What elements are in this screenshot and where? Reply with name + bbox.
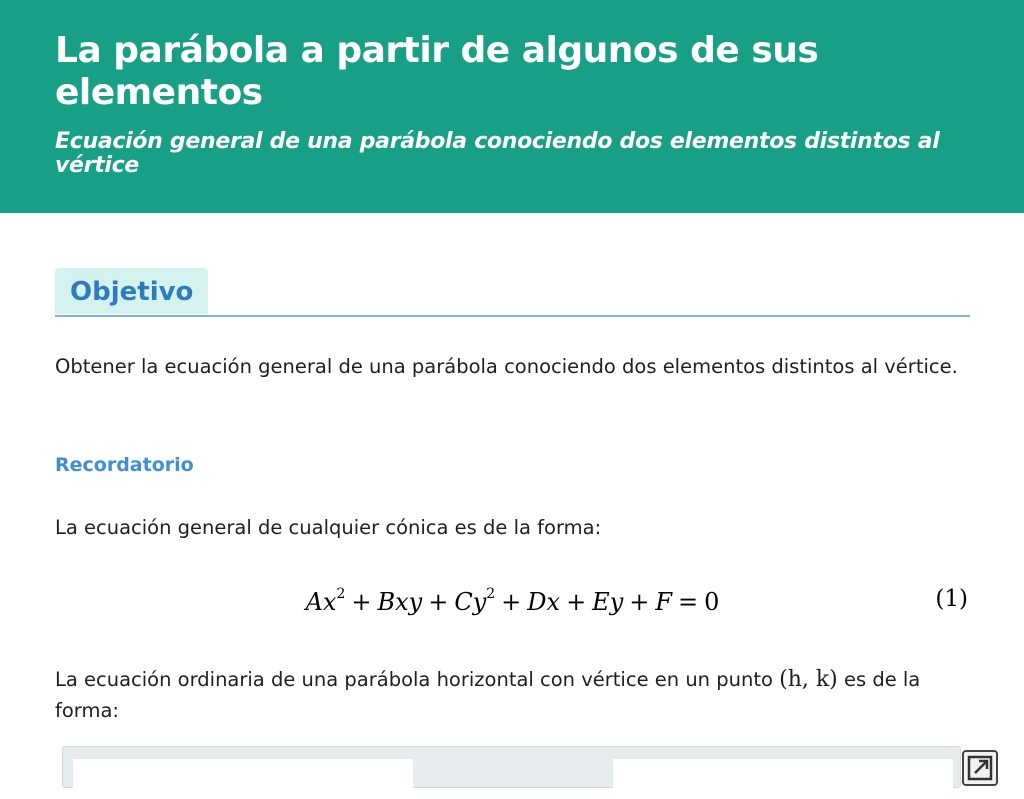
general-conic-equation (55, 582, 970, 626)
ordinary-text-before: La ecuación ordinaria de una parábola horizontal con vértice en un punto (55, 668, 780, 691)
ordinary-parabola-paragraph (55, 664, 975, 726)
equation-expression: $Ax^2$ + Bxy + $Cy^2 + Dx + Ey + F = 0$ (305, 586, 720, 616)
general-conic-paragraph: La ecuación general de cualquier cónica es de la forma: (55, 516, 602, 539)
equation-number: (1) (935, 586, 968, 612)
section-heading-label: Objetivo (55, 268, 208, 314)
expand-button[interactable] (962, 750, 998, 786)
objective-paragraph: Obtener la ecuación general de una parábola conociendo dos elementos distintos al vértice. (55, 355, 958, 378)
vertex-point: (h, k) (779, 667, 838, 692)
reminder-heading: Recordatorio (55, 454, 194, 476)
expand-icon (967, 755, 993, 781)
page-header (0, 0, 1024, 213)
applet-right-panel (613, 759, 953, 799)
applet-left-panel (73, 759, 413, 799)
ordinary-text-after: es de la forma: (55, 668, 921, 722)
section-heading-objetivo (55, 268, 970, 317)
page-subtitle: Ecuación general de una parábola conociendo dos elementos distintos al vértice (55, 129, 940, 178)
embedded-applet[interactable] (62, 746, 961, 788)
page-title: La parábola a partir de algunos de sus elementos (55, 30, 819, 113)
